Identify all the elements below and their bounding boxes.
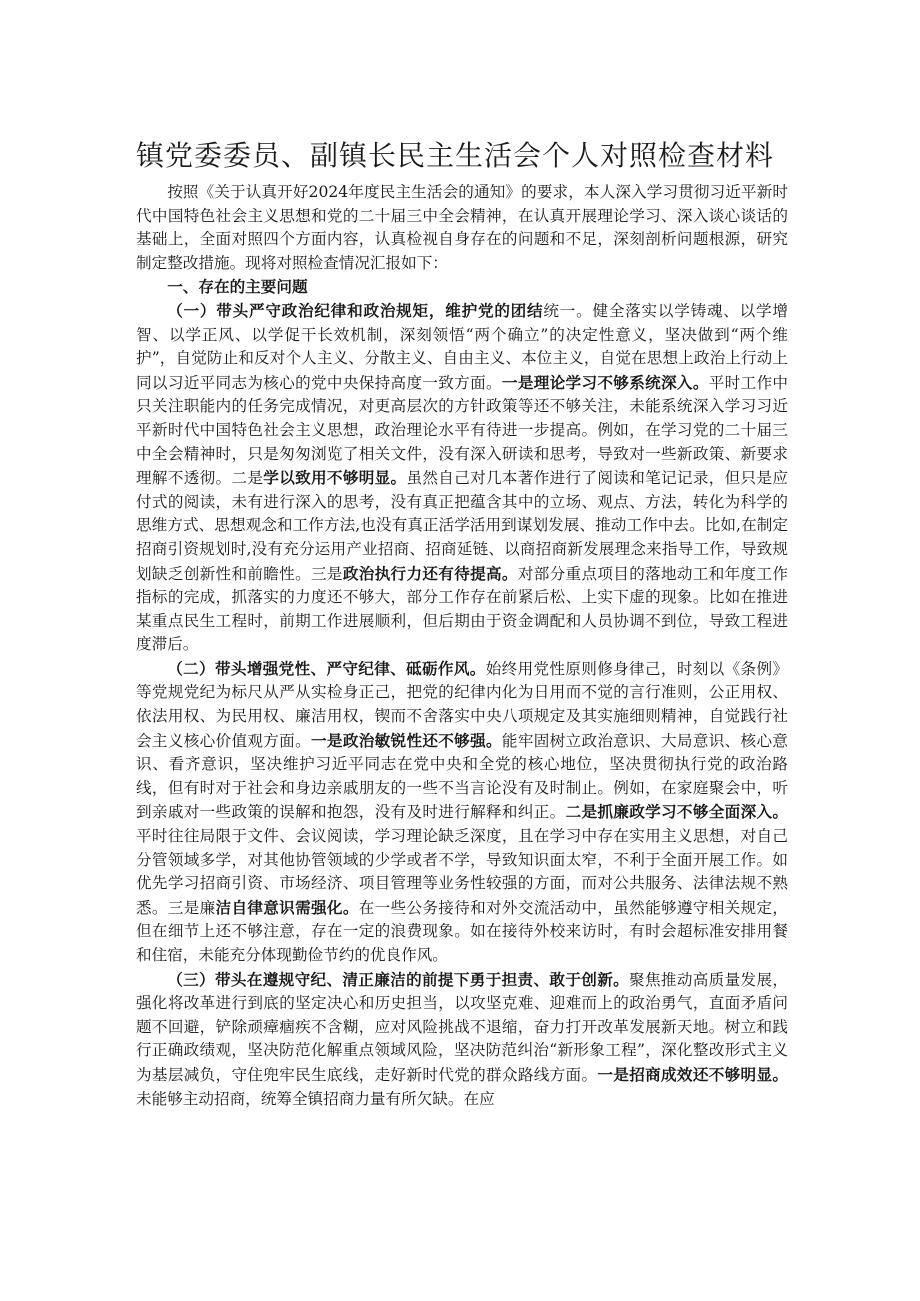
- part1-text2: 平时工作中只关注职能内的任务完成情况，对更高层次的方针政策等还不够关注，未能系统深入学习习近平新时代中国特色社会主义思想，政治理论水平有待进一步提高。例如，在学习党的二十届三中全会精神时，只是匆匆浏览了相关文件，没有深入研读和思考，导致对一些新政策、新要求理解不透彻。二是: [136, 373, 788, 488]
- part2-text4: 在一些公务接待和对外交流活动中，虽然能够遵守相关规定，但在细节上还不够注意，存在一定的浪费现象。如在接待外校来访时，有时会超标准安排用餐和住宿，未能充分体现勤俭节约的优良作风。: [136, 898, 788, 964]
- part3-point1: 一是招商成效还不够明显。: [597, 1064, 788, 1084]
- part3-heading: （三）带头在遵规守纪、清正廉洁的前提下勇于担责、敢于创新。: [167, 969, 630, 989]
- part1-point2: 学以致用不够明显。: [263, 468, 407, 488]
- part2-text2: 能牢固树立政治意识、大局意识、核心意识、看齐意识，坚决维护习近平同志在党中央和全党的核心地位，坚决贯彻执行党的政治路线，但有时对于社会和身边亲戚朋友的一些不当言论没有及时制止。例如，在家庭聚会中，听到亲戚对一些政策的误解和抱怨，没有及时进行解释和纠正。: [136, 731, 788, 822]
- document-title: 镇党委委员、副镇长民主生活会个人对照检查材料: [136, 139, 775, 172]
- part1-point1: 一是理论学习不够系统深入。: [501, 372, 709, 392]
- part3-text2: 未能够主动招商，统筹全镇招商力量有所欠缺。在应: [136, 1089, 495, 1108]
- part3-text1: 聚焦推动高质量发展，强化将改革进行到底的坚定决心和历史担当，以攻坚克难、迎难而上的政治勇气，直面矛盾问题不回避，铲除顽瘴痼疾不含糊，应对风险挑战不退缩，奋力打开改革发展新天地。树立和践行正确政绩观，坚决防范化解重点领域风险，坚决防范纠治“新形象工程”，深化整改形式主义为基层减负，守住兜牢民生底线，走好新时代党的群众路线方面。: [136, 970, 788, 1084]
- part2-point3: 洁自律意识需强化。: [215, 897, 359, 917]
- paragraph-part3: [136, 968, 788, 1112]
- part2-point2: 二是抓廉政学习不够全面深入。: [565, 802, 788, 822]
- part1-heading: （一）带头严守政治纪律和政治规矩，维护党的团结: [167, 300, 544, 320]
- paragraph-part1: [136, 299, 788, 657]
- part1-text3: 虽然自己对几本著作进行了阅读和笔记记录，但只是应付式的阅读，未有进行深入的思考，没有真正把蕴含其中的立场、观点、方法，转化为科学的思维方式、思想观念和工作方法,也没有真正活学活用到谋划发展、推动工作中去。比如,在制定招商引资规划时,没有充分运用产业招商、招商延链、以商招商新发展理念来指导工作，导致规划缺乏创新性和前瞻性。三是: [136, 469, 788, 583]
- part2-text3: 平时往往局限于文件、会议阅读，学习理论缺乏深度，且在学习中存在实用主义思想，对自己分管领域多学，对其他协管领域的少学或者不学，导致知识面太窄，不利于全面开展工作。如优先学习招商引资、市场经济、项目管理等业务性较强的方面，而对公共服务、法律法规不熟悉。三是廉: [136, 827, 788, 917]
- section-heading-problems: 一、存在的主要问题: [167, 277, 308, 297]
- document-body: [136, 181, 788, 1111]
- part1-point3: 政治执行力还有待提高。: [342, 563, 518, 583]
- part2-heading: （二）带头增强党性、严守纪律、砥砺作风。: [167, 658, 486, 678]
- part2-text1: 始终用党性原则修身律己，时刻以《条例》等党规党纪为标尺从严从实检身正己，把党的纪律内化为日用而不觉的言行准则，公正用权、依法用权、为民用权、廉洁用权，锲而不舍落实中央八项规定及其实施细则精神，自觉践行社会主义核心价值观方面。: [136, 659, 788, 750]
- part2-point1: 一是政治敏锐性还不够强。: [311, 730, 502, 750]
- part1-text4: 对部分重点项目的落地动工和年度工作指标的完成，抓落实的力度还不够大，部分工作存在前紧后松、上实下虚的现象。比如在推进某重点民生工程时，前期工作进展顺利，但后期由于资金调配和人员协调不到位，导致工程进度滞后。: [136, 564, 788, 654]
- intro-paragraph: 按照《关于认真开好2024年度民主生活会的通知》的要求，本人深入学习贯彻习近平新时代中国特色社会主义思想和党的二十届三中全会精神，在认真开展理论学习、深入谈心谈话的基础上，全面对照四个方面内容，认真检视自身存在的问题和不足，深刻剖析问题根源，研究制定整改措施。现将对照检查情况汇报如下：: [136, 183, 788, 272]
- paragraph-part2: [136, 657, 788, 968]
- part1-text1: 统一。健全落实以学铸魂、以学增智、以学正风、以学促干长效机制，深刻领悟“两个确立”的决定性意义，坚决做到“两个维护”，自觉防止和反对个人主义、分散主义、自由主义、本位主义，自觉在思想上政治上行动上同以习近平同志为核心的党中央保持高度一致方面。: [136, 301, 788, 392]
